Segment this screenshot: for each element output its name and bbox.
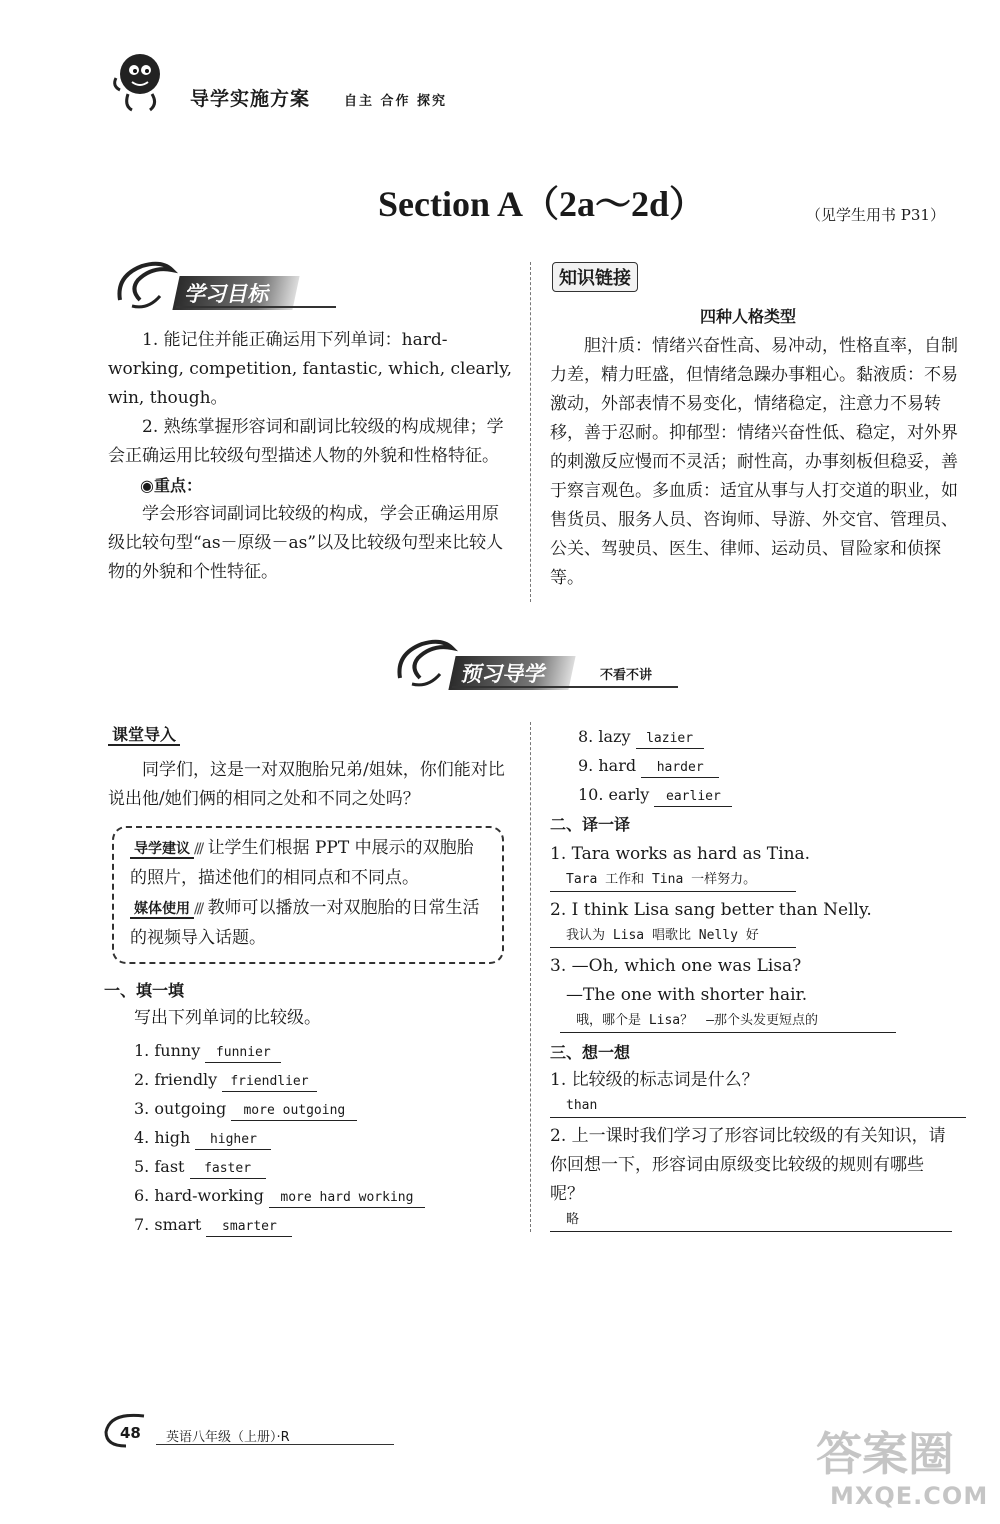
translate-answer[interactable]: 我认为 Lisa 唱歌比 Nelly 好 [550, 925, 796, 948]
translate-question-reply: —The one with shorter hair. [566, 985, 808, 1005]
answer-blank[interactable]: earlier [654, 788, 732, 807]
think-question: 1. 比较级的标志词是什么？ [550, 1070, 759, 1090]
media-label: 媒体使用 [130, 901, 194, 919]
think-answer[interactable]: 略 [550, 1209, 952, 1232]
intro-label: 课堂导入 [108, 725, 180, 746]
think-list [550, 1066, 956, 1232]
translate-answer[interactable]: 哦，哪个是 Lisa？ —那个头发更短点的 [560, 1010, 896, 1033]
swirl-icon [112, 256, 182, 312]
fill-item: 2. friendly friendlier [134, 1065, 425, 1094]
suggestion-block [130, 834, 490, 893]
answer-blank[interactable]: smarter [206, 1218, 292, 1237]
fill-item: 8. lazy lazier [578, 722, 732, 751]
think-heading: 三、想一想 [550, 1043, 631, 1062]
fill-instruction: 写出下列单词的比较级。 [134, 1008, 321, 1028]
goals-banner-underline [176, 306, 336, 308]
header-title: 导学实施方案 [190, 88, 311, 110]
goal-item: 2. 熟练掌握形容词和副词比较级的构成规律；学会正确运用比较级句型描述人物的外貌和性格特征。 [108, 417, 504, 466]
preview-banner-underline [452, 686, 678, 688]
watermark-url: MXQE.COM [830, 1482, 989, 1510]
fill-item: 6. hard-working more hard working [134, 1181, 425, 1210]
goals-banner [112, 262, 337, 314]
slashes-icon: /// [194, 901, 203, 917]
knowledge-text: 胆汁质：情绪兴奋性高、易冲动，性格直率，自制力差，精力旺盛，但情绪急躁办事粗心。黏液质：不易激动，外部表情不易变化，情绪稳定，注意力不易转移，善于忍耐。抑郁型：情绪兴奋性低、稳定，对外界的刺激反应慢而不灵活；耐性高，办事刻板但稳妥，善于察言观色。多血质：适宜从事与人打交道的职业，如售货员、服务人员、咨询师、导游、外交官、管理员、公关、驾驶员、医生、律师、运动员、冒险家和侦探等。 [550, 336, 958, 588]
answer-blank[interactable]: lazier [636, 730, 704, 749]
intro-text: 同学们，这是一对双胞胎兄弟/姐妹，你们能对比说出他/她们俩的相同之处和不同之处吗？ [108, 760, 505, 809]
section-title: Section A（2a～2d） [378, 184, 706, 224]
answer-blank[interactable]: funnier [205, 1044, 281, 1063]
translate-question: 2. I think Lisa sang better than Nelly. [550, 900, 872, 920]
media-block [130, 894, 490, 953]
watermark-brand: 答案圈 [816, 1427, 954, 1481]
suggestion-box [112, 826, 504, 964]
answer-blank[interactable]: more outgoing [231, 1102, 357, 1121]
media-text: 教师可以播放一对双胞胎的日常生活的视频导入话题。 [130, 898, 480, 948]
fill-item: 3. outgoing more outgoing [134, 1094, 425, 1123]
column-divider [530, 262, 531, 602]
preview-tag: 不看不讲 [600, 668, 653, 683]
key-point-text: 学会形容词副词比较级的构成，学会正确运用原级比较句型“as－原级－as”以及比较级句型来比较人物的外貌和个性特征。 [108, 504, 504, 582]
key-point-label: ◉重点： [140, 476, 202, 495]
watermark [800, 1418, 990, 1518]
fill-heading: 一、填一填 [104, 981, 185, 1000]
column-divider [530, 722, 531, 1232]
page-number: 48 [120, 1424, 141, 1442]
footer-underline [156, 1444, 394, 1445]
answer-blank[interactable]: harder [641, 759, 719, 778]
translate-question: 3. —Oh, which one was Lisa? [550, 956, 802, 976]
answer-blank[interactable]: more hard working [269, 1189, 425, 1208]
suggestion-label: 导学建议 [130, 841, 194, 859]
knowledge-label: 知识链接 [552, 262, 638, 292]
fill-item: 4. high higher [134, 1123, 425, 1152]
goals-banner-title: 学习目标 [172, 276, 299, 310]
translate-list [550, 840, 956, 1033]
slashes-icon: /// [194, 841, 203, 857]
intro-label-wrap [108, 722, 180, 745]
fill-list-left [134, 1036, 425, 1239]
preview-banner-title: 预习导学 [448, 656, 575, 690]
fill-item: 9. hard harder [578, 751, 732, 780]
answer-blank[interactable]: friendlier [222, 1073, 316, 1092]
translate-answer[interactable]: Tara 工作和 Tina 一样努力。 [550, 869, 796, 892]
mascot-logo-icon [106, 46, 176, 116]
translate-heading: 二、译一译 [550, 815, 631, 834]
knowledge-title: 四种人格类型 [700, 307, 797, 326]
fill-item: 10. early earlier [578, 780, 732, 809]
section-reference: （见学生用书 P31） [806, 206, 945, 224]
fill-item: 1. funny funnier [134, 1036, 425, 1065]
header-subtitle: 自主 合作 探究 [344, 94, 448, 109]
suggestion-text: 让学生们根据 PPT 中展示的双胞胎的照片，描述他们的相同点和不同点。 [130, 838, 474, 888]
book-title: 英语八年级（上册）·R [166, 1430, 290, 1445]
fill-item: 7. smart smarter [134, 1210, 425, 1239]
fill-item: 5. fast faster [134, 1152, 425, 1181]
translate-question: 1. Tara works as hard as Tina. [550, 844, 811, 864]
goal-item: 1. 能记住并能正确运用下列单词：hard-working, competition, fantastic, which, clearly, win, though。 [108, 330, 512, 408]
goals-content [108, 326, 514, 587]
think-question: 2. 上一课时我们学习了形容词比较级的有关知识，请你回想一下，形容词由原级变比较级的规则有哪些呢？ [550, 1126, 946, 1204]
answer-blank[interactable]: faster [190, 1160, 266, 1179]
fill-list-right [578, 722, 732, 809]
answer-blank[interactable]: higher [195, 1131, 271, 1150]
footer [100, 1410, 400, 1450]
think-answer[interactable]: than [550, 1095, 966, 1118]
preview-banner [392, 634, 682, 690]
